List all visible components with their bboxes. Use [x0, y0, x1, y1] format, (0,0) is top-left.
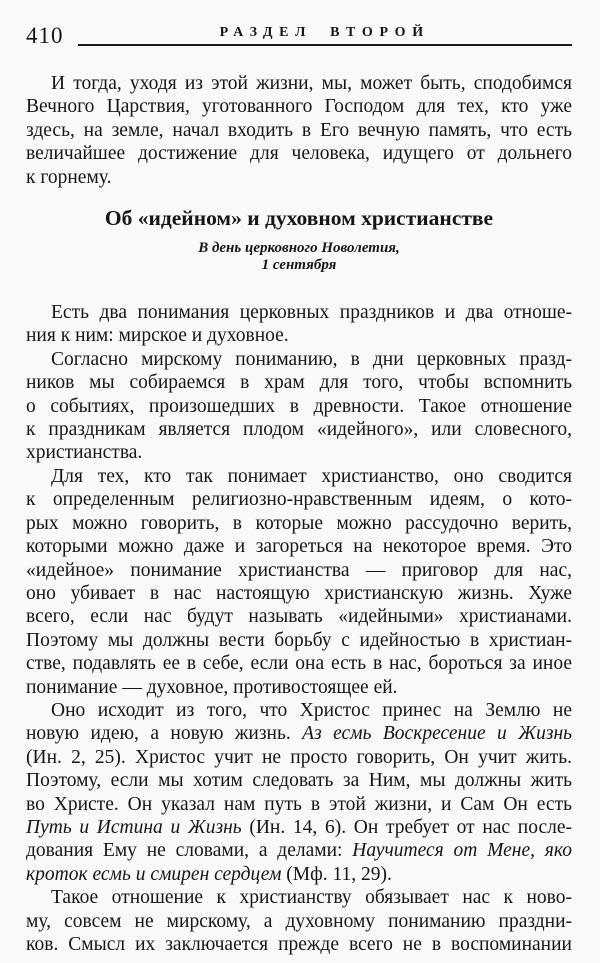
text-segment: Оно исходит из того, что Христос принес на Землю не: [51, 699, 572, 721]
text-line: [26, 166, 572, 189]
text-line: [26, 72, 572, 95]
text-line: [26, 559, 572, 582]
text-segment: (Ин. 2, 25). Христос учит не просто говорить, Он учит жить.: [26, 746, 572, 768]
text-line: [26, 676, 572, 699]
text-segment: И тогда, уходя из этой жизни, мы, может быть, сподобимся: [51, 73, 572, 94]
text-segment: Согласно мирскому пониманию, в дни церковных празд-: [51, 348, 572, 370]
text-segment: дования Ему не словами, а делами:: [26, 840, 353, 862]
paragraph: [26, 465, 572, 699]
text-segment: оно убивает в нас настоящую христианскую жизнь. Хуже: [26, 582, 572, 604]
text-line: [26, 324, 572, 347]
text-segment: христианства.: [26, 442, 143, 464]
text-segment: ния к ним: мирское и духовное.: [26, 325, 289, 347]
paragraph: [26, 348, 572, 465]
article-subtitle-line2: 1 сентября: [261, 257, 337, 274]
text-line: [26, 535, 572, 558]
text-segment: стве, подавлять ее в себе, если она есть в нас, бороться за иное: [26, 653, 572, 675]
article-title: Об «идейном» и духовном христианстве: [104, 206, 494, 231]
text-segment: всего, если нас будут называть «идейными» христианами.: [26, 606, 572, 628]
paragraph: [26, 699, 572, 886]
text-segment: Поэтому мы должны вести борьбу с идейностью в христиан-: [26, 629, 572, 651]
text-line: [26, 769, 572, 792]
text-segment: новую идею, а новую жизнь.: [26, 723, 303, 745]
text-segment: «идейное» понимание христианства — приговор для нас,: [26, 559, 572, 581]
text-segment: му, совсем не мирскому, а духовному пониманию праздни-: [26, 910, 572, 932]
text-line: [26, 142, 572, 165]
text-line: [26, 652, 572, 675]
text-segment: к определенным религиозно-нравственным идеям, о кото-: [26, 489, 572, 511]
text-line: [26, 816, 572, 839]
text-line: [26, 605, 572, 628]
text-line: [26, 746, 572, 769]
intro-paragraph: [26, 72, 572, 189]
text-segment: величайшее достижение для человека, идущего от дольнего: [26, 143, 572, 165]
text-line: [26, 699, 572, 722]
scripture-quote: Путь и Истина и Жизнь: [26, 816, 242, 838]
text-segment: о событиях, произошедших в древности. Такое отношение: [26, 395, 572, 417]
text-segment: Такое отношение к христианству обязывает нас к ново-: [51, 887, 572, 909]
text-line: [26, 119, 572, 142]
text-line: [26, 95, 572, 118]
text-line: [26, 722, 572, 745]
text-segment: здесь, на земле, начал входить в Его вечную память, что есть: [26, 119, 572, 141]
text-line: [26, 910, 572, 933]
text-segment: (Ин. 14, 6). Он требует от нас после-: [241, 816, 572, 838]
text-segment: рых можно говорить, в которые можно рассудочно верить,: [26, 512, 572, 534]
text-segment: к праздникам является плодом «идейного», или словесного,: [26, 419, 572, 441]
text-line: [26, 488, 572, 511]
text-line: [26, 793, 572, 816]
text-line: [26, 863, 572, 886]
text-line: [26, 629, 572, 652]
text-segment: понимание — духовное, противостоящее ей.: [26, 676, 398, 698]
article-body: [26, 301, 572, 956]
intro-section: [26, 72, 572, 189]
scripture-quote: кроток есмь и смирен сердцем: [26, 863, 282, 885]
text-segment: ков. Смысл их заключается прежде всего не в воспоминании: [26, 934, 572, 955]
text-line: [26, 886, 572, 909]
running-head: РАЗДЕЛ ВТОРОЙ: [219, 25, 430, 40]
article-subtitle-line1: В день церковного Новолетия,: [198, 240, 400, 257]
paragraph: [26, 72, 572, 189]
text-segment: Поэтому, если мы хотим следовать за Ним, мы должны жить: [26, 770, 572, 792]
text-line: [26, 441, 572, 464]
text-line: [26, 582, 572, 605]
scripture-quote: Научитеся от Мене, яко: [352, 840, 572, 862]
text-segment: Вечного Царствия, уготованного Господом для тех, кто уже: [26, 96, 572, 118]
text-segment: ников мы собираемся в храм для того, чтобы вспомнить: [26, 372, 572, 394]
text-segment: к горнему.: [26, 166, 112, 188]
scripture-quote: Аз есмь Воскресение и Жизнь: [302, 723, 572, 745]
text-line: [26, 348, 572, 371]
text-line: [26, 933, 572, 956]
page-number: 410: [26, 23, 64, 48]
text-segment: Есть два понимания церковных праздников и два отноше-: [51, 302, 572, 324]
text-line: [26, 839, 572, 862]
text-segment: (Мф. 11, 29).: [281, 863, 392, 885]
text-line: [26, 465, 572, 488]
text-line: [26, 512, 572, 535]
paragraph: [26, 886, 572, 956]
text-line: [26, 395, 572, 418]
text-segment: которыми можно даже и загореться на некоторое время. Это: [26, 536, 572, 558]
text-segment: Для тех, кто так понимает христианство, оно сводится: [51, 465, 572, 487]
text-line: [26, 418, 572, 441]
text-line: [26, 371, 572, 394]
paragraph: [26, 301, 572, 348]
page-header: [26, 25, 572, 46]
header-rule: [78, 23, 573, 46]
text-segment: во Христе. Он указал нам путь в этой жизни, и Сам Он есть: [26, 793, 572, 815]
text-line: [26, 301, 572, 324]
